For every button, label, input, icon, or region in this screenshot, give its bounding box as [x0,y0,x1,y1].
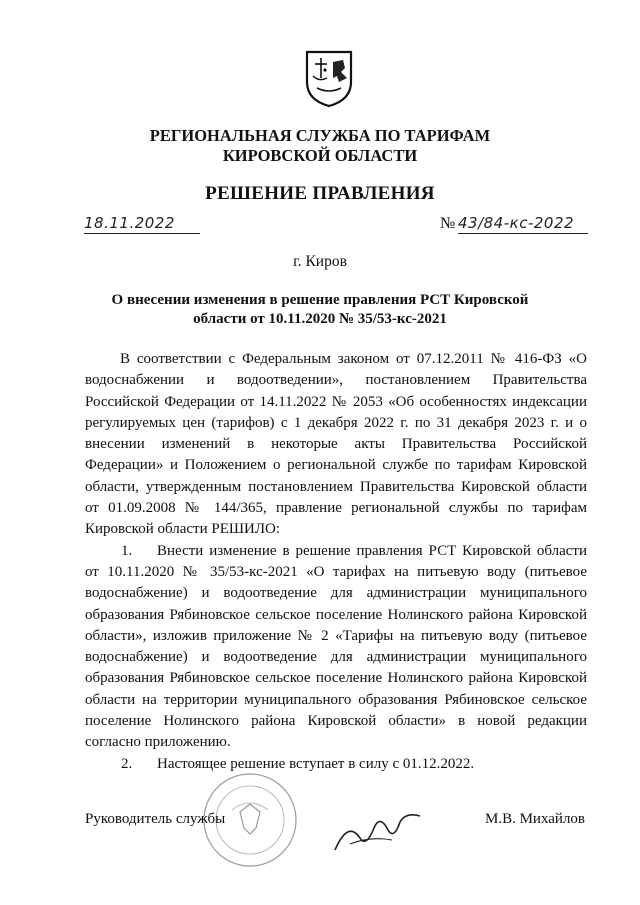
preamble-paragraph: В соответствии с Федеральным законом от 07.12.2011 № 416-ФЗ «О водоснабжении и водоотведении», постановлением Правительства Российской Федерации от 14.11.2022 № 2053 «Об особенностях индексации регулируемых цен (тарифов) с 1 декабря 2022 г. по 31 декабря 2023 г. и о внесении изменений в некоторые акты Правительства Российской Федерации» и Положением о региональной службе по тарифам Кировской области, утвержденным постановлением Правительства Кировской области от 01.09.2008 № 144/365, правление региональной службы по тарифам Кировской области РЕШИЛО: [85,351,587,538]
decision-number: 43/84-кс-2022 [458,214,588,234]
signatory-position: Руководитель службы [85,811,226,827]
handwritten-signature [330,800,425,860]
document-title: РЕШЕНИЕ ПРАВЛЕНИЯ [205,183,435,204]
item-1-number: 1. [121,542,133,559]
decision-date: 18.11.2022 [84,214,200,234]
decision-body [85,349,587,775]
item-2-text: Настоящее решение вступает в силу с 01.12.2022. [157,755,475,772]
subject-line-2: области от 10.11.2020 № 35/53-кс-2021 [193,311,447,327]
organization-name [0,126,640,166]
item-1-paragraph [85,541,587,754]
item-2-number: 2. [121,755,133,772]
city: г. Киров [293,253,347,270]
coat-of-arms-emblem [303,48,355,108]
item-1-text: Внести изменение в решение правления РСТ Кировской области от 10.11.2020 № 35/53-кс-2021 «О тарифах на питьевую воду (питьевое водоснабжение) и водоотведение для администрации муниципального образования Рябиновское сельское поселение Нолинского района Кировской области», изложив приложение № 2 «Тарифы на питьевую воду (питьевое водоснабжение) и водоотведение для администрации муниципального образования Рябиновское сельское поселение Нолинского района Кировской области на территории муниципального образования Рябиновское сельское поселение Нолинского района Кировской области» в новой редакции согласно приложению. [85,542,587,751]
signatory-name: М.В. Михайлов [485,811,586,827]
number-sign: № [440,215,456,232]
org-line-1: РЕГИОНАЛЬНАЯ СЛУЖБА ПО ТАРИФАМ [149,126,491,145]
item-2-paragraph [85,754,587,775]
subject-line-1: О внесении изменения в решение правления РСТ Кировской [111,292,529,308]
decision-subject [110,291,530,329]
org-line-2: КИРОВСКОЙ ОБЛАСТИ [222,146,418,165]
